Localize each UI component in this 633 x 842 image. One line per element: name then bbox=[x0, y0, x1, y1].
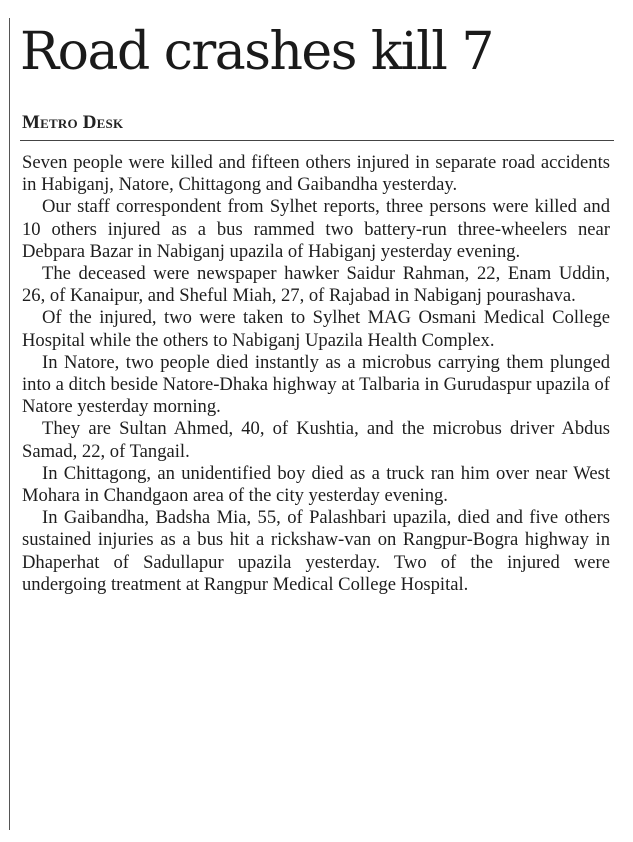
article-body bbox=[22, 152, 610, 596]
paragraph-4: Of the injured, two were taken to Sylhet MAG Osmani Medical College Hospital while the others to Nabiganj Upazila Health Complex. bbox=[22, 307, 610, 351]
headline: Road crashes kill 7 bbox=[20, 22, 493, 82]
column-rule bbox=[9, 18, 10, 830]
paragraph-6: They are Sultan Ahmed, 40, of Kushtia, and the microbus driver Abdus Samad, 22, of Tangail. bbox=[22, 418, 610, 462]
paragraph-2: Our staff correspondent from Sylhet reports, three persons were killed and 10 others injured as a bus rammed two battery-run three-wheelers near Debpara Bazar in Nabiganj upazila of Habiganj yesterday evening. bbox=[22, 196, 610, 262]
paragraph-1: Seven people were killed and fifteen others injured in separate road accidents in Habiganj, Natore, Chittagong and Gaibandha yesterday. bbox=[22, 152, 610, 196]
paragraph-5: In Natore, two people died instantly as a microbus carrying them plunged into a ditch beside Natore-Dhaka highway at Talbaria in Gurudaspur upazila of Natore yesterday morning. bbox=[22, 351, 610, 418]
paragraph-7: In Chittagong, an unidentified boy died as a truck ran him over near West Mohara in Chandgaon area of the city yesterday evening. bbox=[22, 462, 610, 507]
byline: Metro Desk bbox=[22, 112, 124, 133]
byline-divider bbox=[20, 140, 614, 141]
paragraph-3: The deceased were newspaper hawker Saidur Rahman, 22, Enam Uddin, 26, of Kanaipur, and Sheful Miah, 27, of Rajabad in Nabiganj pourashava. bbox=[22, 263, 610, 307]
paragraph-8: In Gaibandha, Badsha Mia, 55, of Palashbari upazila, died and five others sustained injuries as a bus hit a rickshaw-van on Rangpur-Bogra highway in Dhaperhat of Sadullapur upazila yesterday. Two of the injured were undergoing treatment at Rangpur Medical College Hospital. bbox=[22, 507, 610, 595]
